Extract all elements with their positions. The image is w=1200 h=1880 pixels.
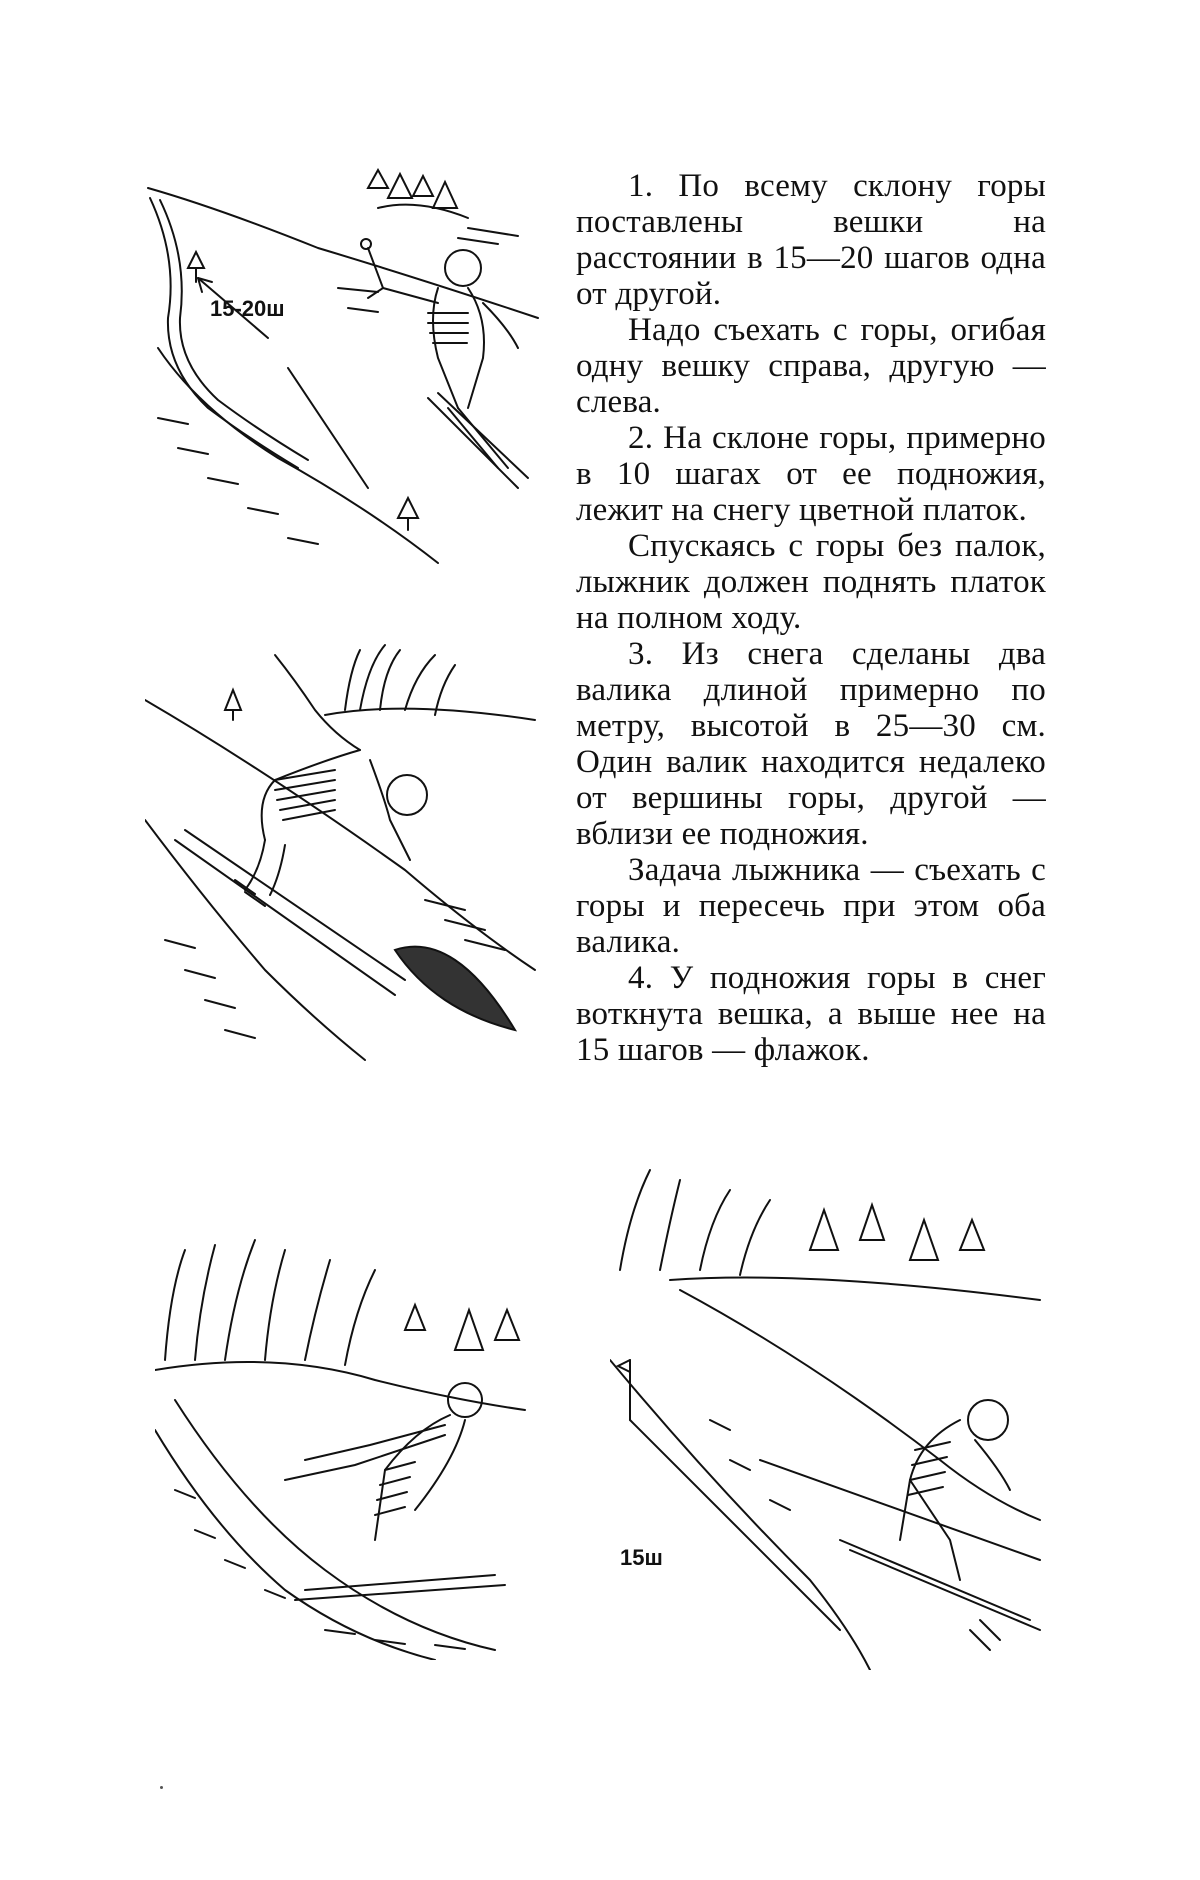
paragraph-1: 1. По всему склону горы поставлены вешки на расстоянии в 15—20 шагов одна от другой.	[576, 168, 1046, 312]
paragraph-3: 2. На склоне горы, примерно в 10 шагах от ее подножия, лежит на снегу цветной платок.	[576, 420, 1046, 528]
instructions-text	[576, 168, 1046, 1068]
print-speck	[160, 1786, 163, 1789]
slalom-illustration	[138, 168, 548, 568]
distance-label: 15-20ш	[210, 296, 285, 321]
handkerchief-illustration	[145, 640, 545, 1070]
paragraph-5: 3. Из снега сделаны два валика длиной примерно по метру, высотой в 25—30 см. Один валик находится недалеко от вершины горы, другой — вблизи ее подножия.	[576, 636, 1046, 852]
slalom-drawing	[138, 168, 548, 568]
handkerchief-drawing	[145, 640, 545, 1070]
snow-ridges-illustration	[155, 1230, 535, 1660]
flag-pole-illustration	[610, 1160, 1050, 1670]
paragraph-2: Надо съехать с горы, огибая одну вешку справа, другую — слева.	[576, 312, 1046, 420]
snow-ridges-drawing	[155, 1230, 535, 1660]
paragraph-7: 4. У подножия горы в снег воткнута вешка, а выше нее на 15 шагов — флажок.	[576, 960, 1046, 1068]
distance-label: 15ш	[620, 1545, 663, 1570]
paragraph-6: Задача лыжника — съехать с горы и пересечь при этом оба валика.	[576, 852, 1046, 960]
paragraph-4: Спускаясь с горы без палок, лыжник должен поднять платок на полном ходу.	[576, 528, 1046, 636]
flag-pole-drawing	[610, 1160, 1050, 1670]
